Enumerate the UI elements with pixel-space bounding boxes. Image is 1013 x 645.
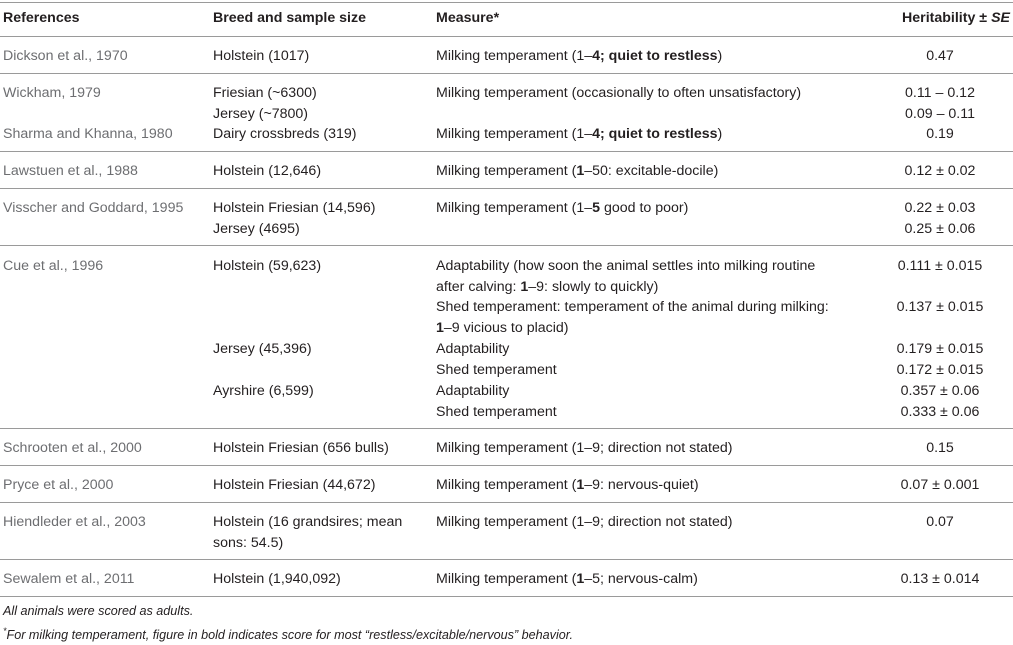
reference-cell: Sewalem et al., 2011: [3, 571, 135, 587]
reference-cell: Cue et al., 1996: [3, 258, 104, 274]
footnote-scoring: All animals were scored as adults.: [3, 604, 194, 618]
row-rule: [0, 428, 1013, 429]
header-rule: [0, 36, 1013, 37]
measure-cell: after calving: 1–9: slowly to quickly): [436, 279, 659, 295]
reference-cell: Wickham, 1979: [3, 85, 101, 101]
heritability-cell: 0.07: [926, 514, 954, 530]
measure-cell: Adaptability: [436, 383, 510, 399]
row-rule: [0, 465, 1013, 466]
breed-cell: Jersey (~7800): [213, 106, 309, 122]
heritability-cell: 0.22 ± 0.03: [904, 200, 976, 216]
heritability-cell: 0.13 ± 0.014: [900, 571, 980, 587]
breed-cell: Jersey (45,396): [213, 341, 312, 357]
measure-cell: Shed temperament: [436, 362, 557, 378]
footnote-bold-meaning: *For milking temperament, figure in bold indicates score for most “restless/excitable/nervous” behavior.: [3, 626, 574, 643]
breed-cell: Holstein (16 grandsires; mean: [213, 514, 403, 530]
measure-cell: Milking temperament (1–4; quiet to restless): [436, 48, 723, 64]
table-bottom-rule: [0, 596, 1013, 597]
heritability-cell: 0.12 ± 0.02: [904, 163, 976, 179]
row-rule: [0, 188, 1013, 189]
measure-cell: Milking temperament (1–9; direction not stated): [436, 440, 733, 456]
measure-cell: Adaptability: [436, 341, 510, 357]
header-heritability: Heritability ± SE: [902, 10, 1010, 26]
heritability-cell: 0.172 ± 0.015: [896, 362, 984, 378]
breed-cell: Holstein (59,623): [213, 258, 322, 274]
table-top-rule: [0, 2, 1013, 3]
heritability-cell: 0.357 ± 0.06: [900, 383, 980, 399]
measure-cell: Shed temperament: temperament of the animal during milking:: [436, 299, 829, 315]
header-references: References: [3, 10, 80, 26]
row-rule: [0, 502, 1013, 503]
heritability-cell: 0.137 ± 0.015: [896, 299, 984, 315]
row-rule: [0, 151, 1013, 152]
heritability-cell: 0.11 – 0.12: [905, 85, 975, 101]
heritability-cell: 0.25 ± 0.06: [904, 221, 976, 237]
breed-cell: Dairy crossbreds (319): [213, 126, 357, 142]
heritability-cell: 0.07 ± 0.001: [900, 477, 980, 493]
measure-cell: Milking temperament (occasionally to often unsatisfactory): [436, 85, 802, 101]
measure-cell: Milking temperament (1–4; quiet to restless): [436, 126, 723, 142]
breed-cell: Jersey (4695): [213, 221, 300, 237]
reference-cell: Lawstuen et al., 1988: [3, 163, 138, 179]
heritability-cell: 0.179 ± 0.015: [896, 341, 984, 357]
measure-cell: Milking temperament (1–5; nervous-calm): [436, 571, 698, 587]
breed-cell: Holstein Friesian (44,672): [213, 477, 376, 493]
heritability-cell: 0.15: [926, 440, 954, 456]
breed-cell: Ayrshire (6,599): [213, 383, 314, 399]
heritability-cell: 0.333 ± 0.06: [900, 404, 980, 420]
measure-cell: Shed temperament: [436, 404, 557, 420]
measure-cell: Milking temperament (1–50: excitable-docile): [436, 163, 719, 179]
reference-cell: Schrooten et al., 2000: [3, 440, 142, 456]
breed-cell: sons: 54.5): [213, 535, 284, 551]
breed-cell: Holstein Friesian (656 bulls): [213, 440, 389, 456]
heritability-cell: 0.111 ± 0.015: [897, 258, 983, 274]
measure-cell: Adaptability (how soon the animal settles into milking routine: [436, 258, 816, 274]
breed-cell: Holstein (1,940,092): [213, 571, 341, 587]
breed-cell: Holstein (12,646): [213, 163, 322, 179]
breed-cell: Holstein Friesian (14,596): [213, 200, 376, 216]
header-breed: Breed and sample size: [213, 10, 366, 26]
reference-cell: Dickson et al., 1970: [3, 48, 128, 64]
reference-cell: Sharma and Khanna, 1980: [3, 126, 173, 142]
measure-cell: 1–9 vicious to placid): [436, 320, 569, 336]
measure-cell: Milking temperament (1–9: nervous-quiet): [436, 477, 699, 493]
heritability-cell: 0.47: [926, 48, 954, 64]
measure-cell: Milking temperament (1–5 good to poor): [436, 200, 689, 216]
reference-cell: Visscher and Goddard, 1995: [3, 200, 184, 216]
row-rule: [0, 245, 1013, 246]
breed-cell: Friesian (~6300): [213, 85, 317, 101]
reference-cell: Pryce et al., 2000: [3, 477, 114, 493]
heritability-cell: 0.09 – 0.11: [905, 106, 975, 122]
row-rule: [0, 73, 1013, 74]
header-measure: Measure*: [436, 10, 500, 26]
heritability-cell: 0.19: [926, 126, 954, 142]
row-rule: [0, 559, 1013, 560]
measure-cell: Milking temperament (1–9; direction not stated): [436, 514, 733, 530]
reference-cell: Hiendleder et al., 2003: [3, 514, 146, 530]
breed-cell: Holstein (1017): [213, 48, 310, 64]
